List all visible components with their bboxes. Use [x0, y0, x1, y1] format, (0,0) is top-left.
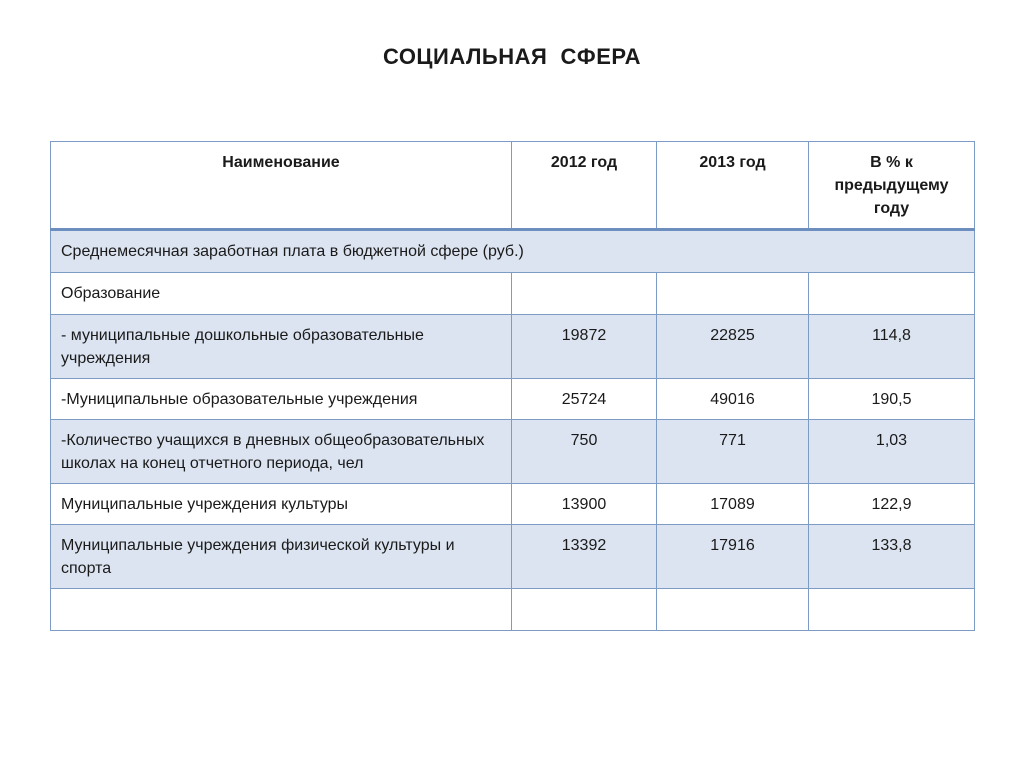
table-row: [51, 379, 975, 420]
cell-percent: [809, 273, 975, 315]
data-table: [50, 141, 975, 631]
row-name: -Муниципальные образовательные учреждения: [51, 379, 512, 420]
cell-2013: 771: [657, 420, 809, 484]
row-name: Муниципальные учреждения культуры: [51, 484, 512, 525]
header-percent: В % к предыдущему году: [809, 142, 975, 230]
cell-2012: 13900: [512, 484, 657, 525]
row-name: -Количество учащихся в дневных общеобразовательных школах на конец отчетного периода, чел: [51, 420, 512, 484]
cell-2012: 750: [512, 420, 657, 484]
header-2013: 2013 год: [657, 142, 809, 230]
row-name: [51, 589, 512, 631]
row-name: Муниципальные учреждения физической культуры и спорта: [51, 525, 512, 589]
page-title: СОЦИАЛЬНАЯ СФЕРА: [382, 44, 642, 69]
row-name: Образование: [51, 273, 512, 315]
section-row: [51, 230, 975, 273]
cell-2012: [512, 273, 657, 315]
cell-percent: 114,8: [809, 315, 975, 379]
cell-2013: 17916: [657, 525, 809, 589]
cell-2013: [657, 589, 809, 631]
header-2012: 2012 год: [512, 142, 657, 230]
cell-percent: 1,03: [809, 420, 975, 484]
cell-2013: 22825: [657, 315, 809, 379]
cell-percent: [809, 589, 975, 631]
table-row: [51, 525, 975, 589]
table-row-empty: [51, 589, 975, 631]
cell-2013: 17089: [657, 484, 809, 525]
header-row: [51, 142, 975, 230]
header-name: Наименование: [51, 142, 512, 230]
table-row: [51, 273, 975, 315]
cell-percent: 190,5: [809, 379, 975, 420]
section-label: Среднемесячная заработная плата в бюджетной сфере (руб.): [51, 230, 975, 273]
row-name: - муниципальные дошкольные образовательные учреждения: [51, 315, 512, 379]
table-row: [51, 420, 975, 484]
cell-2012: 19872: [512, 315, 657, 379]
cell-2012: 25724: [512, 379, 657, 420]
cell-2013: [657, 273, 809, 315]
table-row: [51, 315, 975, 379]
cell-percent: 133,8: [809, 525, 975, 589]
cell-2012: 13392: [512, 525, 657, 589]
cell-percent: 122,9: [809, 484, 975, 525]
table-row: [51, 484, 975, 525]
cell-2013: 49016: [657, 379, 809, 420]
cell-2012: [512, 589, 657, 631]
